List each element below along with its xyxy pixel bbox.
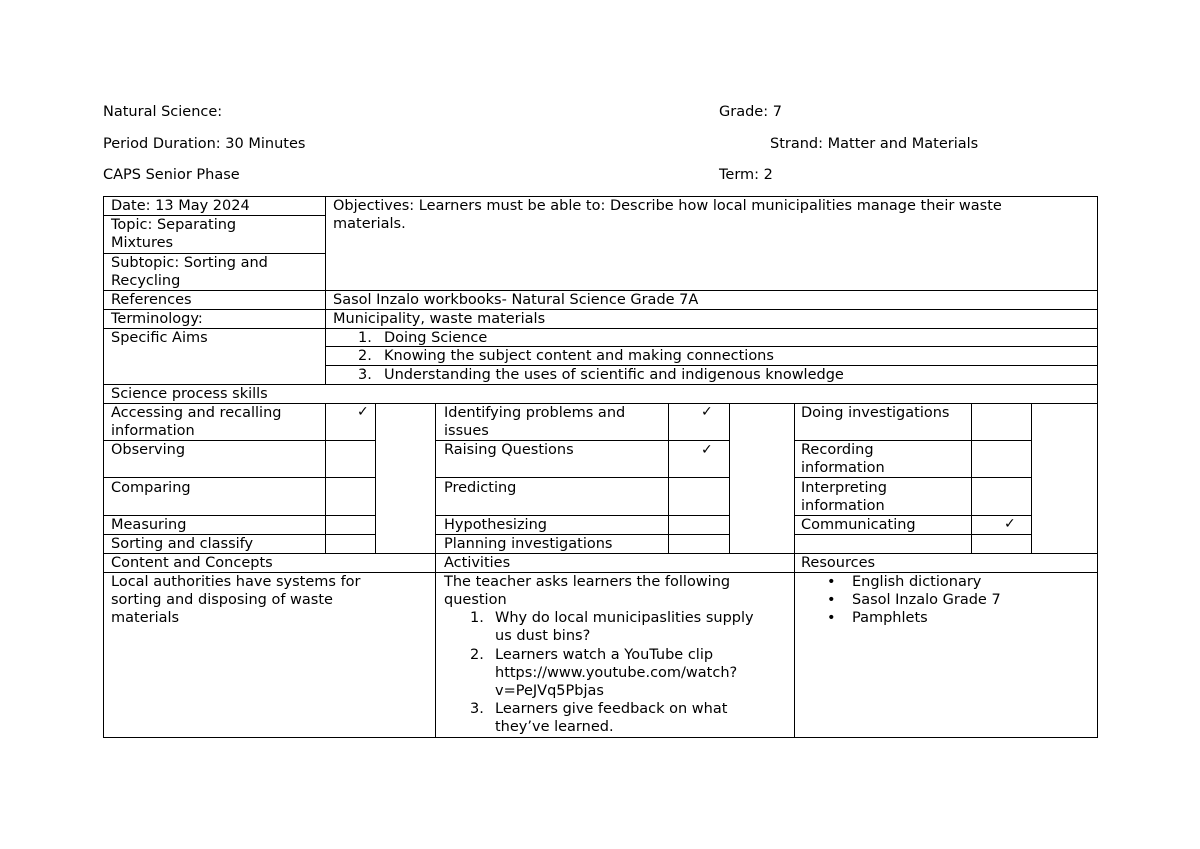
aim-number: 1.: [358, 330, 372, 346]
skill-label: information: [801, 460, 885, 476]
skill-label: Comparing: [111, 480, 191, 496]
skill-label: Sorting and classify: [111, 536, 254, 552]
check-mark-icon: ✓: [1004, 516, 1016, 532]
skill-label: Predicting: [444, 480, 517, 496]
skill-label: information: [111, 423, 195, 439]
references-value: Sasol Inzalo workbooks- Natural Science Grade 7A: [333, 292, 699, 308]
skill-label: issues: [444, 423, 489, 439]
skill-label: information: [801, 498, 885, 514]
bullet-icon: •: [827, 592, 836, 608]
subtopic-line-2: Recycling: [111, 273, 181, 289]
topic-line-2: Mixtures: [111, 235, 174, 251]
activity-number: 1.: [470, 610, 484, 626]
skills-heading: Science process skills: [111, 386, 268, 402]
check-mark-icon: ✓: [701, 442, 713, 458]
resource-item: Pamphlets: [852, 610, 928, 626]
resource-item: Sasol Inzalo Grade 7: [852, 592, 1001, 608]
skill-label: Observing: [111, 442, 186, 458]
check-mark-icon: ✓: [357, 404, 369, 420]
aim-text: Knowing the subject content and making connections: [384, 348, 774, 364]
skill-label: Recording: [801, 442, 874, 458]
references-label: References: [111, 292, 192, 308]
aim-number: 2.: [358, 348, 372, 364]
concept-line: materials: [111, 610, 180, 626]
subject-label: Natural Science:: [103, 104, 223, 120]
term-label: Term: 2: [719, 167, 773, 183]
terminology-label: Terminology:: [111, 311, 203, 327]
resources-header: Resources: [801, 555, 876, 571]
concept-line: sorting and disposing of waste: [111, 592, 333, 608]
concept-line: Local authorities have systems for: [111, 574, 361, 590]
check-mark-icon: ✓: [701, 404, 713, 420]
resource-item: English dictionary: [852, 574, 982, 590]
skill-label: Hypothesizing: [444, 517, 547, 533]
activity-text: Learners give feedback on what: [495, 701, 728, 717]
activities-intro: question: [444, 592, 507, 608]
period-duration-label: Period Duration: 30 Minutes: [103, 136, 306, 152]
phase-label: CAPS Senior Phase: [103, 167, 240, 183]
bullet-icon: •: [827, 574, 836, 590]
activity-number: 3.: [470, 701, 484, 717]
content-concepts-header: Content and Concepts: [111, 555, 273, 571]
specific-aims-label: Specific Aims: [111, 330, 208, 346]
skill-label: Communicating: [801, 517, 916, 533]
terminology-value: Municipality, waste materials: [333, 311, 546, 327]
activity-text: Learners watch a YouTube clip: [495, 647, 714, 663]
subtopic-line-1: Subtopic: Sorting and: [111, 255, 268, 271]
activities-intro: The teacher asks learners the following: [444, 574, 731, 590]
skill-label: Interpreting: [801, 480, 887, 496]
objectives-line-1: Objectives: Learners must be able to: Describe how local municipalities manage their waste: [333, 198, 1002, 214]
youtube-link[interactable]: https://www.youtube.com/watch?: [495, 665, 738, 681]
skill-label: Raising Questions: [444, 442, 574, 458]
activity-number: 2.: [470, 647, 484, 663]
skill-label: Doing investigations: [801, 405, 950, 421]
activity-text: Why do local municipaslities supply: [495, 610, 754, 626]
topic-line-1: Topic: Separating: [111, 217, 237, 233]
activity-text: they’ve learned.: [495, 719, 614, 735]
activity-text: us dust bins?: [495, 628, 591, 644]
aim-number: 3.: [358, 367, 372, 383]
bullet-icon: •: [827, 610, 836, 626]
grade-label: Grade: 7: [719, 104, 782, 120]
skill-label: Measuring: [111, 517, 187, 533]
date-cell: Date: 13 May 2024: [111, 198, 250, 214]
aim-text: Doing Science: [384, 330, 488, 346]
skill-label: Accessing and recalling: [111, 405, 282, 421]
skill-label: Identifying problems and: [444, 405, 626, 421]
activities-header: Activities: [444, 555, 511, 571]
skill-label: Planning investigations: [444, 536, 613, 552]
youtube-link[interactable]: v=PeJVq5Pbjas: [495, 683, 604, 699]
strand-label: Strand: Matter and Materials: [770, 136, 979, 152]
objectives-line-2: materials.: [333, 216, 406, 232]
aim-text: Understanding the uses of scientific and indigenous knowledge: [384, 367, 844, 383]
